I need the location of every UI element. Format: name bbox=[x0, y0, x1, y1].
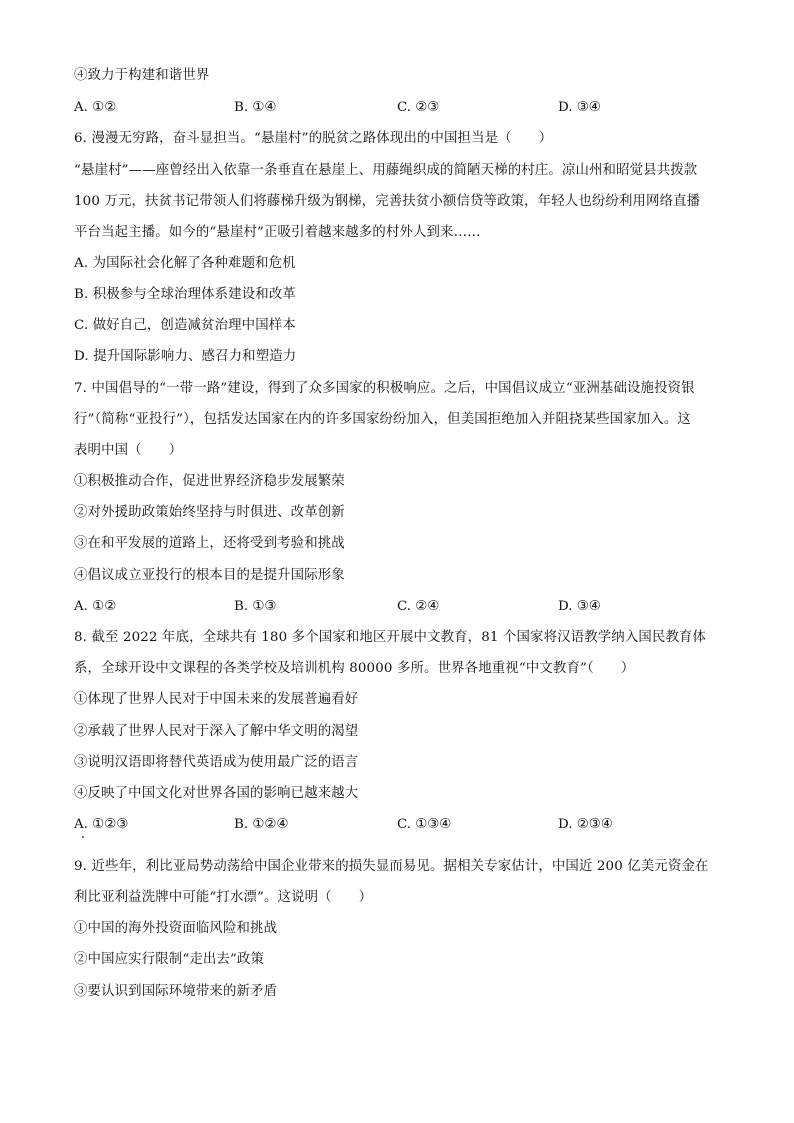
q7-item-2: ②对外援助政策始终坚持与时俱进、改革创新 bbox=[74, 505, 345, 520]
q7-option-c: C. ②④ bbox=[397, 599, 440, 614]
q6-choice-d: D. 提升国际影响力、感召力和塑造力 bbox=[74, 349, 297, 364]
q6-choice-c: C. 做好自己，创造减贫治理中国样本 bbox=[74, 318, 296, 333]
q7-item-1: ①积极推动合作，促进世界经济稳步发展繁荣 bbox=[74, 474, 345, 489]
stray-mark bbox=[82, 836, 84, 838]
q6-choice-b: B. 积极参与全球治理体系建设和改革 bbox=[74, 287, 296, 302]
q5-option-b: B. ①④ bbox=[234, 100, 277, 115]
q8-item-4: ④反映了中国文化对世界各国的影响已越来越大 bbox=[74, 786, 359, 801]
q7-stem-line-1: 7. 中国倡导的“一带一路”建设，得到了众多国家的积极响应。之后，中国倡议成立“亚洲基础设施投资银 bbox=[74, 381, 695, 396]
q6-stem: 6. 漫漫无穷路，奋斗显担当。“悬崖村”的脱贫之路体现出的中国担当是（ ） bbox=[74, 131, 553, 146]
q9-item-1: ①中国的海外投资面临风险和挑战 bbox=[74, 921, 278, 936]
q8-item-1: ①体现了世界人民对于中国未来的发展普遍看好 bbox=[74, 692, 359, 707]
q5-item-4: ④致力于构建和谐世界 bbox=[74, 68, 210, 83]
q9-item-3: ③要认识到国际环境带来的新矛盾 bbox=[74, 984, 278, 999]
q8-item-3: ③说明汉语即将替代英语成为使用最广泛的语言 bbox=[74, 755, 359, 770]
q8-item-2: ②承载了世界人民对于深入了解中华文明的渴望 bbox=[74, 724, 359, 739]
q8-option-a: A. ①②③ bbox=[74, 817, 129, 832]
q9-stem-line-1: 9. 近些年，利比亚局势动荡给中国企业带来的损失显而易见。据相关专家估计，中国近 200 亿美元资金在 bbox=[74, 859, 709, 874]
q5-option-a: A. ①② bbox=[74, 100, 117, 115]
q7-item-4: ④倡议成立亚投行的根本目的是提升国际形象 bbox=[74, 568, 345, 583]
q7-item-3: ③在和平发展的道路上，还将受到考验和挑战 bbox=[74, 536, 345, 551]
q8-option-c: C. ①③④ bbox=[397, 817, 452, 832]
q9-stem-line-2: 利比亚利益洗牌中可能“打水漂”。这说明（ ） bbox=[74, 890, 373, 905]
q6-material-line-1: “悬崖村”——座曾经出入依靠一条垂直在悬崖上、用藤绳织成的简陋天梯的村庄。凉山州和昭觉县共拨款 bbox=[74, 163, 698, 178]
q8-option-d: D. ②③④ bbox=[558, 817, 613, 832]
q6-material-line-2: 100 万元，扶贫书记带领人们将藤梯升级为钢梯，完善扶贫小额信贷等政策，年轻人也纷纷利用网络直播 bbox=[74, 194, 701, 209]
q9-item-2: ②中国应实行限制“走出去”政策 bbox=[74, 952, 265, 967]
q8-stem-line-2: 系，全球开设中文课程的各类学校及培训机构 80000 多所。世界各地重视“中文教育”（ ） bbox=[74, 661, 635, 676]
q6-choice-a: A. 为国际社会化解了各种难题和危机 bbox=[74, 256, 296, 271]
q8-option-b: B. ①②④ bbox=[234, 817, 289, 832]
q6-material-line-3: 平台当起主播。如今的“悬崖村”正吸引着越来越多的村外人到来…… bbox=[74, 225, 481, 240]
q7-option-a: A. ①② bbox=[74, 599, 117, 614]
q7-stem-line-3: 表明中国（ ） bbox=[74, 443, 183, 458]
q7-option-b: B. ①③ bbox=[234, 599, 277, 614]
q7-stem-line-2: 行”（简称“亚投行”），包括发达国家在内的许多国家纷纷加入，但美国拒绝加入并阻挠某些国家加入。这 bbox=[74, 412, 691, 427]
q8-stem-line-1: 8. 截至 2022 年底，全球共有 180 多个国家和地区开展中文教育，81 个国家将汉语教学纳入国民教育体 bbox=[74, 630, 707, 645]
q5-option-d: D. ③④ bbox=[558, 100, 601, 115]
q7-option-d: D. ③④ bbox=[558, 599, 601, 614]
q5-option-c: C. ②③ bbox=[397, 100, 440, 115]
